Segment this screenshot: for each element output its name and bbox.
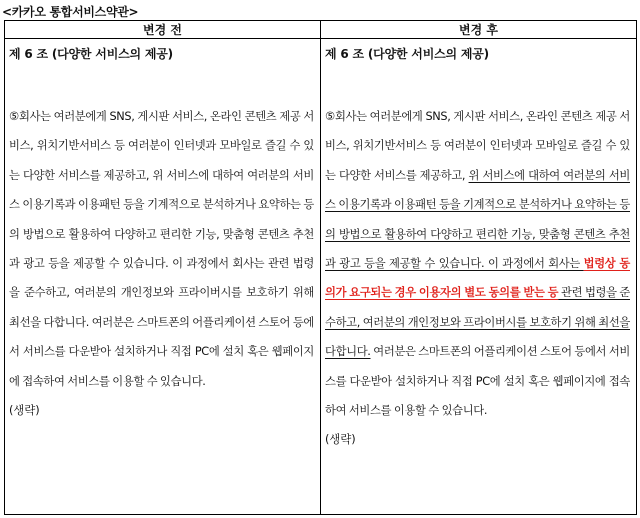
table-body-row — [5, 39, 637, 515]
after-paragraph-end: 여러분은 스마트폰의 어플리케이션 스토어 등에서 서비스를 다운받아 설치하거나 직접 PC에 설치 혹은 웹페이지에 접속하여 서비스를 이용할 수 있습니다. — [325, 345, 630, 418]
header-after: 변경 후 — [321, 21, 637, 39]
after-underlined-text-1: 위 서비스에 대하여 여러분의 서비스 이용기록과 이용패턴 등을 기계적으로 분석하거나 요약하는 등의 방법으로 활용하여 다양하고 편리한 기능, 맞춤형 콘텐츠 추천과 광고 등을 제공할 수 있습니다. 이 과정에서 회사는 — [325, 168, 630, 271]
after-omitted: (생략) — [325, 433, 356, 447]
before-paragraph: ⑤회사는 여러분에게 SNS, 게시판 서비스, 온라인 콘텐츠 제공 서비스, 위치기반서비스 등 여러분이 인터넷과 모바일로 즐길 수 있는 다양한 서비스를 제공하고, 위 서비스에 대하여 여러분의 서비스 이용기록과 이용패턴 등을 기계적으로 분석하거나 요약하는 등의 방법으로 활용하여 다양하고 편리한 기능, 맞춤형 콘텐츠 추천과 광고 등을 제공할 수 있습니다. 이 과정에서 회사는 관련 법령을 준수하고, 여러분의 개인정보와 프라이버시를 보호하기 위해 최선을 다합니다. 여러분은 스마트폰의 어플리케이션 스토어 등에서 서비스를 다운받아 설치하거나 직접 PC에 설치 혹은 웹페이지에 접속하여 서비스를 이용할 수 있습니다. — [9, 110, 314, 388]
after-highlighted-text: 법령상 동의가 요구되는 경우 이용자의 별도 동의를 받는 등 — [325, 257, 630, 300]
before-omitted: (생략) — [9, 404, 40, 418]
before-cell — [5, 39, 321, 515]
document-title: <카카오 통합서비스약관> — [2, 5, 139, 19]
after-paragraph — [325, 102, 630, 425]
table-header-row — [5, 21, 637, 39]
after-paragraph-start: ⑤회사는 여러분에게 SNS, 게시판 서비스, 온라인 콘텐츠 제공 서비스, 위치기반서비스 등 여러분이 인터넷과 모바일로 즐길 수 있는 다양한 서비스를 제공하고, — [325, 110, 630, 182]
header-before: 변경 전 — [5, 21, 321, 39]
before-article-title: 제 6 조 (다양한 서비스의 제공) — [9, 47, 173, 61]
after-cell — [321, 39, 637, 515]
after-article-title: 제 6 조 (다양한 서비스의 제공) — [325, 47, 489, 61]
after-underlined-text-2: 관련 법령을 준수하고, 여러분의 개인정보와 프라이버시를 보호하기 위해 최선을 다합니다. — [325, 286, 630, 359]
terms-comparison-table — [4, 20, 637, 515]
